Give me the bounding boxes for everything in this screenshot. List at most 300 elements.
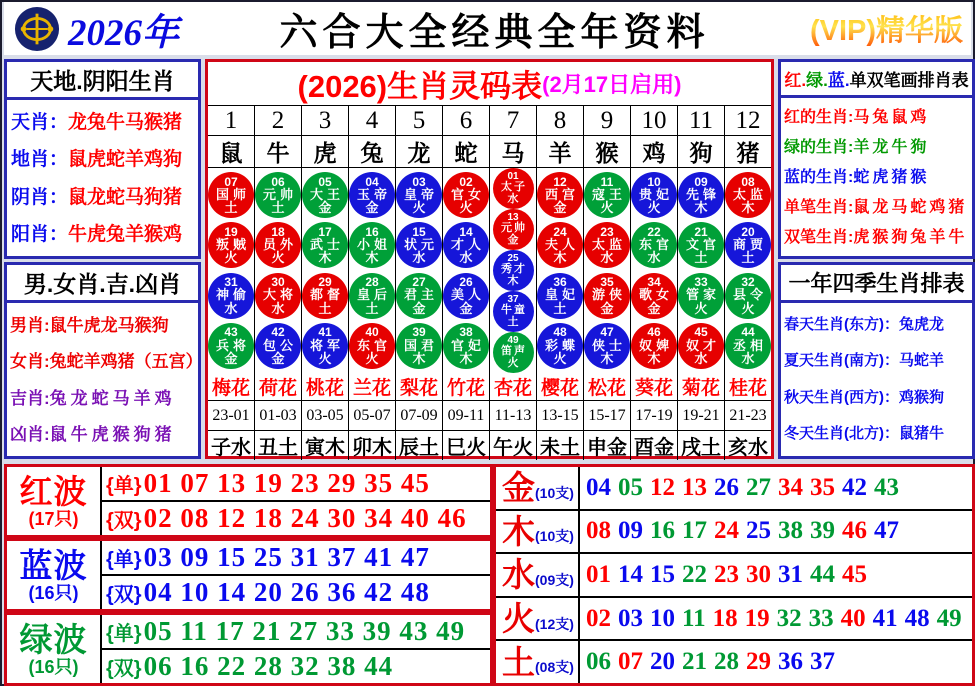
wave-numbers: 02 08 12 18 24 30 34 40 46 xyxy=(143,503,467,533)
time-range: 21-23 xyxy=(725,401,771,431)
branch-element: 未土 xyxy=(540,437,580,459)
number-ball xyxy=(255,172,301,218)
year-label: 2026年 xyxy=(68,12,179,54)
number-ball xyxy=(725,172,771,218)
zodiac-category-row xyxy=(10,384,195,409)
element-label xyxy=(496,467,580,509)
ball-number: 31 xyxy=(224,275,238,290)
element-number: 33 xyxy=(808,604,834,632)
column-number: 12 xyxy=(725,106,771,136)
zodiac-label: 鸡 xyxy=(631,136,677,168)
page-title: 六合大全经典全年资料 xyxy=(279,12,710,54)
zodiac-column xyxy=(677,106,724,460)
ball-title: 彩蝶 xyxy=(544,337,579,353)
wave-rows xyxy=(102,541,490,609)
ball-title: 叛贼 xyxy=(215,237,250,253)
row-value: 龙兔牛马猴猪 xyxy=(68,112,183,134)
ball-number: 42 xyxy=(271,325,285,340)
ball-element: 水 xyxy=(271,300,285,316)
ball-number: 29 xyxy=(318,275,332,290)
element-row xyxy=(496,552,972,596)
row-value: 蛇虎猪猴 xyxy=(853,168,930,186)
ball-number: 44 xyxy=(741,325,755,340)
odd-tag: {单} xyxy=(106,623,142,645)
zodiac-label: 牛 xyxy=(255,136,301,168)
ball-number: 45 xyxy=(694,325,708,340)
element-label xyxy=(496,554,580,596)
wave-name: 红波 xyxy=(19,472,88,510)
ball-element: 水 xyxy=(507,192,521,205)
ball-stack xyxy=(490,168,536,373)
ball-number: 34 xyxy=(647,275,661,290)
flower-label: 菊花 xyxy=(678,373,724,401)
row-label: 冬天生肖(北方)： xyxy=(784,425,899,443)
number-ball xyxy=(584,323,630,369)
zodiac-category-row xyxy=(11,144,194,171)
time-range: 23-01 xyxy=(208,401,254,431)
row-label: 男肖: xyxy=(10,315,50,335)
number-ball xyxy=(725,222,771,268)
element-name: 水 xyxy=(502,556,535,594)
ball-element: 金 xyxy=(318,200,332,216)
time-range: 07-09 xyxy=(396,401,442,431)
zodiac-column xyxy=(348,106,395,460)
ball-element: 土 xyxy=(365,300,379,316)
ball-number: 06 xyxy=(271,174,285,189)
zodiac-category-row xyxy=(11,107,194,134)
element-count: (10支) xyxy=(535,484,574,501)
number-ball xyxy=(208,273,254,319)
row-label: 天肖： xyxy=(11,112,69,134)
row-label: 阳肖： xyxy=(11,223,69,245)
ball-stack xyxy=(443,168,489,373)
ball-title: 大王 xyxy=(309,187,344,203)
element-row xyxy=(496,509,972,553)
zodiac-category-row xyxy=(784,224,969,247)
ball-element: 金 xyxy=(271,350,285,366)
male-female-lucky-panel xyxy=(4,262,201,459)
flower-label: 葵花 xyxy=(631,373,677,401)
ball-number: 01 xyxy=(507,171,519,183)
number-ball xyxy=(349,172,395,218)
element-name: 木 xyxy=(502,512,535,550)
ball-element: 木 xyxy=(318,250,332,266)
ball-title: 东官 xyxy=(356,337,391,353)
number-ball xyxy=(255,273,301,319)
wave-name: 蓝波 xyxy=(19,546,88,584)
ball-title: 大将 xyxy=(262,287,297,303)
ball-number: 28 xyxy=(365,275,379,290)
zodiac-column xyxy=(489,106,536,460)
number-ball xyxy=(255,323,301,369)
number-ball xyxy=(584,273,630,319)
ball-title: 游侠 xyxy=(591,287,626,303)
element-number: 10 xyxy=(650,604,675,632)
ball-title: 神偷 xyxy=(215,287,250,303)
row-value: 鼠龙蛇马狗猪 xyxy=(68,186,183,208)
ball-stack xyxy=(631,168,677,373)
element-number: 03 xyxy=(618,604,643,632)
wave-even-row xyxy=(102,500,490,535)
element-number: 40 xyxy=(840,604,866,632)
zodiac-label: 马 xyxy=(490,136,536,168)
ball-title: 秀才 xyxy=(501,263,527,276)
element-label xyxy=(496,641,580,683)
time-range: 09-11 xyxy=(443,401,489,431)
flower-label: 荷花 xyxy=(255,373,301,401)
element-number: 48 xyxy=(904,604,930,632)
number-ball xyxy=(302,323,348,369)
wave-count: (16只) xyxy=(28,582,79,603)
row-label: 红的生肖: xyxy=(784,108,854,126)
number-ball xyxy=(493,250,534,291)
panel-title: 男.女肖.吉.凶肖 xyxy=(7,265,198,303)
ball-element: 火 xyxy=(507,356,521,369)
number-ball xyxy=(349,222,395,268)
column-number: 11 xyxy=(678,106,724,136)
column-number: 4 xyxy=(349,106,395,136)
number-ball xyxy=(678,222,724,268)
ball-element: 木 xyxy=(412,350,426,366)
number-ball xyxy=(678,323,724,369)
zodiac-column xyxy=(536,106,583,460)
row-label: 单笔生肖: xyxy=(784,199,854,217)
ball-number: 18 xyxy=(271,225,285,239)
ball-title: 管家 xyxy=(685,287,720,303)
element-number: 25 xyxy=(746,517,771,545)
wave-label xyxy=(7,615,102,683)
wave-label xyxy=(7,467,102,535)
number-ball xyxy=(208,323,254,369)
zodiac-category-row xyxy=(10,420,195,445)
wave-numbers: 01 07 13 19 23 29 35 45 xyxy=(143,468,430,498)
ball-title: 歌女 xyxy=(638,287,673,303)
ball-number: 37 xyxy=(507,294,519,306)
column-number: 10 xyxy=(631,106,677,136)
branch-element: 丑土 xyxy=(258,437,298,459)
ball-element: 火 xyxy=(600,200,614,216)
ball-number: 11 xyxy=(600,174,614,189)
five-elements-panel xyxy=(493,464,975,686)
wave-even-row xyxy=(102,574,490,609)
branch-element: 寅木 xyxy=(305,437,345,459)
element-number: 32 xyxy=(776,604,802,632)
zodiac-category-row xyxy=(11,219,194,246)
ball-element: 金 xyxy=(647,300,661,316)
panel-body xyxy=(781,98,972,253)
ball-element: 水 xyxy=(694,350,708,366)
number-ball xyxy=(443,172,489,218)
number-ball xyxy=(443,323,489,369)
ball-element: 木 xyxy=(459,350,473,366)
element-number: 13 xyxy=(682,473,707,501)
ball-title: 奴婢 xyxy=(638,337,673,353)
ball-number: 08 xyxy=(741,174,755,189)
number-ball xyxy=(208,172,254,218)
ball-element: 水 xyxy=(741,350,755,366)
ball-title: 官女 xyxy=(450,187,485,203)
element-name: 火 xyxy=(502,600,535,638)
element-number: 37 xyxy=(810,648,835,676)
row-value: 鼠牛虎猴狗猪 xyxy=(49,425,176,445)
element-number: 22 xyxy=(682,560,707,588)
row-label: 蓝的生肖: xyxy=(784,168,854,186)
zodiac-label: 羊 xyxy=(537,136,583,168)
ball-element: 水 xyxy=(459,250,473,266)
row-label: 地肖： xyxy=(11,149,69,171)
ball-element: 火 xyxy=(553,350,567,366)
ball-number: 05 xyxy=(318,174,332,189)
ball-title: 美人 xyxy=(450,287,485,303)
ball-element: 水 xyxy=(224,300,238,316)
ball-element: 木 xyxy=(600,350,614,366)
element-number: 11 xyxy=(682,604,706,632)
flower-label: 樱花 xyxy=(537,373,583,401)
ball-title: 先锋 xyxy=(685,187,720,203)
zodiac-label: 兔 xyxy=(349,136,395,168)
table-title xyxy=(208,62,771,106)
number-ball xyxy=(396,273,442,319)
even-tag: {双} xyxy=(106,584,142,606)
season-row xyxy=(784,313,969,334)
ball-title: 包公 xyxy=(262,337,297,353)
time-range: 19-21 xyxy=(678,401,724,431)
row-label: 凶肖: xyxy=(10,425,50,445)
number-ball xyxy=(349,273,395,319)
element-number: 16 xyxy=(650,517,675,545)
wave-odd-row xyxy=(102,615,490,648)
element-name: 土 xyxy=(502,643,535,681)
panel-title-part: 单双笔画排肖表 xyxy=(849,71,969,90)
branch-element: 子水 xyxy=(211,437,251,459)
ball-number: 25 xyxy=(507,253,519,265)
number-ball xyxy=(443,273,489,319)
ball-stack xyxy=(396,168,442,373)
season-row xyxy=(784,349,969,370)
element-number: 06 xyxy=(586,648,611,676)
ball-number: 17 xyxy=(318,225,332,239)
panel-title-part: 红. xyxy=(784,71,807,90)
ball-element: 土 xyxy=(553,300,567,316)
ball-element: 金 xyxy=(507,233,521,246)
row-label: 双笔生肖: xyxy=(784,229,854,247)
ball-number: 38 xyxy=(459,325,473,340)
element-numbers xyxy=(580,598,972,640)
element-number: 18 xyxy=(712,604,738,632)
number-ball xyxy=(537,172,583,218)
ball-title: 皇帝 xyxy=(403,187,438,203)
row-value: 兔龙蛇马羊鸡 xyxy=(49,388,176,408)
ball-number: 02 xyxy=(459,174,473,189)
ball-title: 贵妃 xyxy=(638,187,673,203)
element-number: 07 xyxy=(618,648,643,676)
flower-label: 梅花 xyxy=(208,373,254,401)
element-count: (09支) xyxy=(535,571,574,588)
ball-title: 元帅 xyxy=(501,222,527,235)
time-range: 15-17 xyxy=(584,401,630,431)
number-ball xyxy=(255,222,301,268)
ball-title: 太子 xyxy=(501,181,527,194)
number-ball xyxy=(584,172,630,218)
element-row xyxy=(496,467,972,509)
zodiac-category-row xyxy=(11,182,194,209)
ball-element: 火 xyxy=(694,300,708,316)
row-value: 鼠牛虎龙马猴狗 xyxy=(49,315,169,335)
ball-element: 金 xyxy=(459,300,473,316)
element-number: 35 xyxy=(810,473,835,501)
ball-number: 43 xyxy=(224,325,238,340)
element-number: 49 xyxy=(936,604,962,632)
ball-title: 都督 xyxy=(309,287,344,303)
ball-stack xyxy=(537,168,583,373)
ball-number: 22 xyxy=(647,225,661,239)
zodiac-category-row xyxy=(784,104,969,127)
row-label: 阴肖： xyxy=(11,186,69,208)
element-number: 46 xyxy=(842,517,867,545)
ball-element: 木 xyxy=(553,250,567,266)
number-ball xyxy=(396,323,442,369)
element-number: 08 xyxy=(586,517,611,545)
panel-body xyxy=(781,303,972,453)
element-number: 23 xyxy=(714,560,739,588)
element-number: 28 xyxy=(714,648,739,676)
ball-title: 商贾 xyxy=(732,237,767,253)
ball-element: 金 xyxy=(412,300,426,316)
element-number: 14 xyxy=(618,560,643,588)
ball-element: 火 xyxy=(224,250,238,266)
element-number: 47 xyxy=(874,517,899,545)
wave-numbers: 04 10 14 20 26 36 42 48 xyxy=(143,577,430,607)
sky-earth-yinyang-panel xyxy=(4,59,201,259)
element-number: 21 xyxy=(682,648,707,676)
wave-count: (17只) xyxy=(28,508,79,529)
wave-numbers: 06 16 22 28 32 38 44 xyxy=(143,651,394,681)
ball-number: 32 xyxy=(741,275,755,290)
vip-edition-badge: (VIP)精华版 xyxy=(810,8,963,49)
ball-element: 火 xyxy=(459,200,473,216)
ball-title: 状元 xyxy=(403,237,438,253)
even-tag: {双} xyxy=(106,658,142,680)
column-number: 1 xyxy=(208,106,254,136)
panel-body xyxy=(7,100,198,253)
zodiac-label: 猴 xyxy=(584,136,630,168)
ball-title: 文官 xyxy=(685,237,720,253)
zodiac-column xyxy=(208,106,254,460)
ball-element: 金 xyxy=(365,200,379,216)
zodiac-column xyxy=(583,106,630,460)
ball-element: 金 xyxy=(600,300,614,316)
ball-title: 县令 xyxy=(732,287,767,303)
brand-logo-icon xyxy=(14,6,60,52)
element-number: 12 xyxy=(650,473,675,501)
zodiac-category-row xyxy=(784,134,969,157)
column-number: 2 xyxy=(255,106,301,136)
number-ball xyxy=(725,323,771,369)
ball-number: 47 xyxy=(600,325,614,340)
flower-label: 桂花 xyxy=(725,373,771,401)
ball-number: 19 xyxy=(224,225,238,239)
row-value: 羊龙牛狗 xyxy=(853,138,930,156)
flower-label: 桃花 xyxy=(302,373,348,401)
element-row xyxy=(496,639,972,683)
panel-title: 天地.阴阳生肖 xyxy=(7,62,198,100)
four-seasons-panel xyxy=(778,262,975,459)
number-ball xyxy=(493,168,534,209)
branch-element: 戌土 xyxy=(681,437,721,459)
ball-element: 火 xyxy=(412,200,426,216)
wave-even-row xyxy=(102,648,490,683)
header-bar xyxy=(4,2,971,55)
number-ball xyxy=(493,332,534,373)
wave-odd-row xyxy=(102,541,490,574)
element-number: 31 xyxy=(778,560,803,588)
zodiac-column xyxy=(301,106,348,460)
number-ball xyxy=(493,209,534,250)
ball-title: 皇妃 xyxy=(544,287,579,303)
element-number: 43 xyxy=(874,473,899,501)
number-ball xyxy=(631,172,677,218)
ball-title: 武士 xyxy=(309,237,344,253)
number-ball xyxy=(631,273,677,319)
element-number: 34 xyxy=(778,473,803,501)
wave-name: 绿波 xyxy=(19,620,88,658)
zodiac-code-table-panel xyxy=(205,59,774,459)
element-number: 38 xyxy=(778,517,803,545)
ball-number: 10 xyxy=(647,174,661,189)
red-wave-group xyxy=(4,464,493,538)
ball-element: 土 xyxy=(318,300,332,316)
odd-tag: {单} xyxy=(106,549,142,571)
ball-stack xyxy=(255,168,301,373)
ball-number: 39 xyxy=(412,325,426,340)
ball-number: 14 xyxy=(459,225,473,239)
ball-element: 土 xyxy=(271,200,285,216)
ball-title: 丞相 xyxy=(732,337,767,353)
zodiac-label: 蛇 xyxy=(443,136,489,168)
number-ball xyxy=(396,222,442,268)
ball-number: 49 xyxy=(507,335,519,347)
time-range: 05-07 xyxy=(349,401,395,431)
number-ball xyxy=(443,222,489,268)
ball-title: 奴才 xyxy=(685,337,720,353)
ball-element: 木 xyxy=(647,350,661,366)
ball-title: 兵将 xyxy=(215,337,250,353)
element-number: 04 xyxy=(586,473,611,501)
column-number: 9 xyxy=(584,106,630,136)
ball-number: 40 xyxy=(365,325,379,340)
row-value: 鼠猪牛 xyxy=(899,425,945,443)
column-number: 6 xyxy=(443,106,489,136)
zodiac-code-table xyxy=(208,106,771,460)
ball-element: 火 xyxy=(365,350,379,366)
element-count: (12支) xyxy=(535,615,574,632)
panel-title-part: 绿. xyxy=(806,71,828,90)
ball-title: 西宫 xyxy=(544,187,579,203)
ball-element: 火 xyxy=(741,300,755,316)
panel-title xyxy=(781,62,972,98)
ball-element: 木 xyxy=(741,200,755,216)
number-ball xyxy=(537,323,583,369)
ball-number: 41 xyxy=(318,325,332,340)
season-row xyxy=(784,386,969,407)
ball-number: 13 xyxy=(507,212,519,224)
ball-number: 24 xyxy=(553,225,567,239)
ball-title: 官妃 xyxy=(450,337,485,353)
element-numbers xyxy=(580,554,972,596)
element-numbers xyxy=(580,641,972,683)
element-number: 01 xyxy=(586,560,611,588)
number-ball xyxy=(208,222,254,268)
